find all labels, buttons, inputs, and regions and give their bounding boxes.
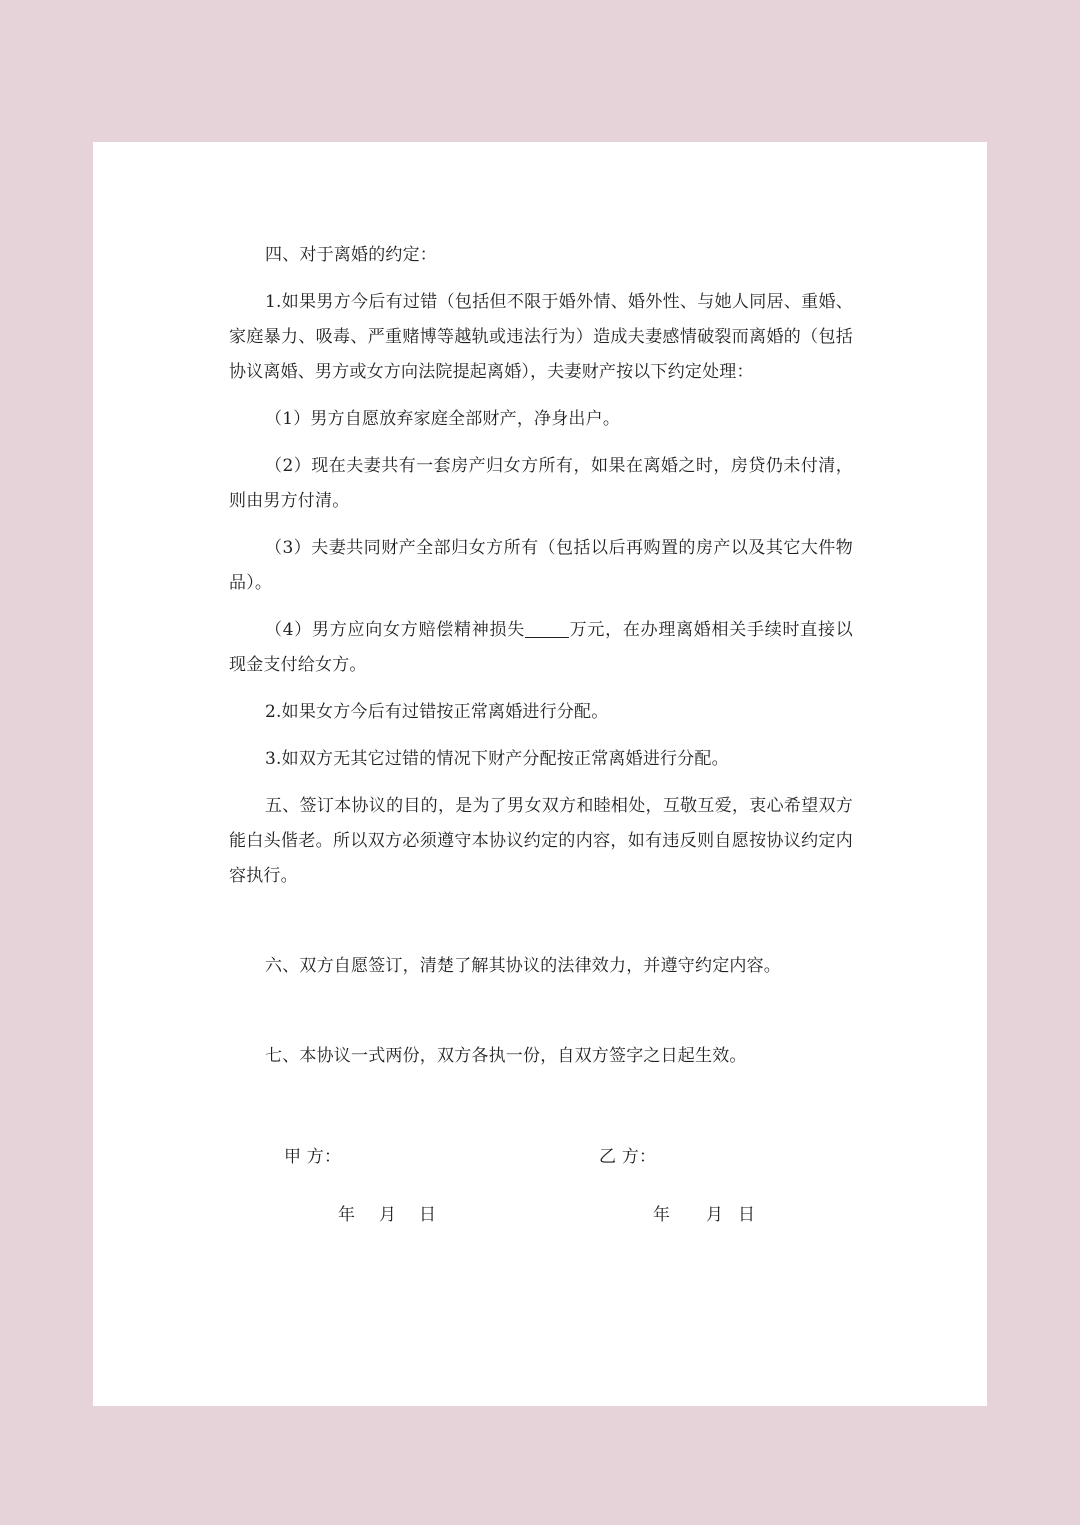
item-4-text-before: （4）男方应向女方赔偿精神损失 (265, 620, 526, 640)
party-b-label: 乙 方： (599, 1147, 657, 1167)
party-b-date-year: 年 (653, 1205, 671, 1225)
item-1: （1）男方自愿放弃家庭全部财产，净身出户。 (265, 409, 621, 429)
item-4-text-after: 万元，在办理离婚相关手续时直接以现金支付给女方。 (229, 620, 853, 675)
section-7: 七、本协议一式两份，双方各执一份，自双方签字之日起生效。 (265, 1046, 747, 1066)
item-2: （2）现在夫妻共有一套房产归女方所有，如果在离婚之时，房贷仍未付清，则由男方付清。 (229, 456, 853, 511)
clause-3: 3.如双方无其它过错的情况下财产分配按正常离婚进行分配。 (265, 749, 729, 769)
item-3: （3）夫妻共同财产全部归女方所有（包括以后再购置的房产以及其它大件物品）。 (229, 538, 853, 593)
clause-1: 1.如果男方今后有过错（包括但不限于婚外情、婚外性、与她人同居、重婚、家庭暴力、吸毒、严重赌博等越轨或违法行为）造成夫妻感情破裂而离婚的（包括协议离婚、男方或女方向法院提起离婚），夫妻财产按以下约定处理： (229, 292, 853, 382)
clause-2: 2.如果女方今后有过错按正常离婚进行分配。 (265, 702, 609, 722)
party-a-label: 甲 方： (284, 1147, 342, 1167)
party-a-date-day: 日 (419, 1205, 437, 1225)
party-a-date-year: 年 (338, 1205, 356, 1225)
party-b-date-day: 日 (738, 1205, 756, 1225)
section-6: 六、双方自愿签订，清楚了解其协议的法律效力，并遵守约定内容。 (265, 956, 781, 976)
party-a-date-month: 月 (379, 1205, 397, 1225)
section-5: 五、签订本协议的目的，是为了男女双方和睦相处，互敬互爱，衷心希望双方能白头偕老。所以双方必须遵守本协议约定的内容，如有违反则自愿按协议约定内容执行。 (229, 796, 853, 886)
section4-heading: 四、对于离婚的约定： (265, 245, 437, 265)
party-b-date-month: 月 (706, 1205, 724, 1225)
document-page (93, 142, 987, 1406)
signature-area (93, 142, 987, 1406)
